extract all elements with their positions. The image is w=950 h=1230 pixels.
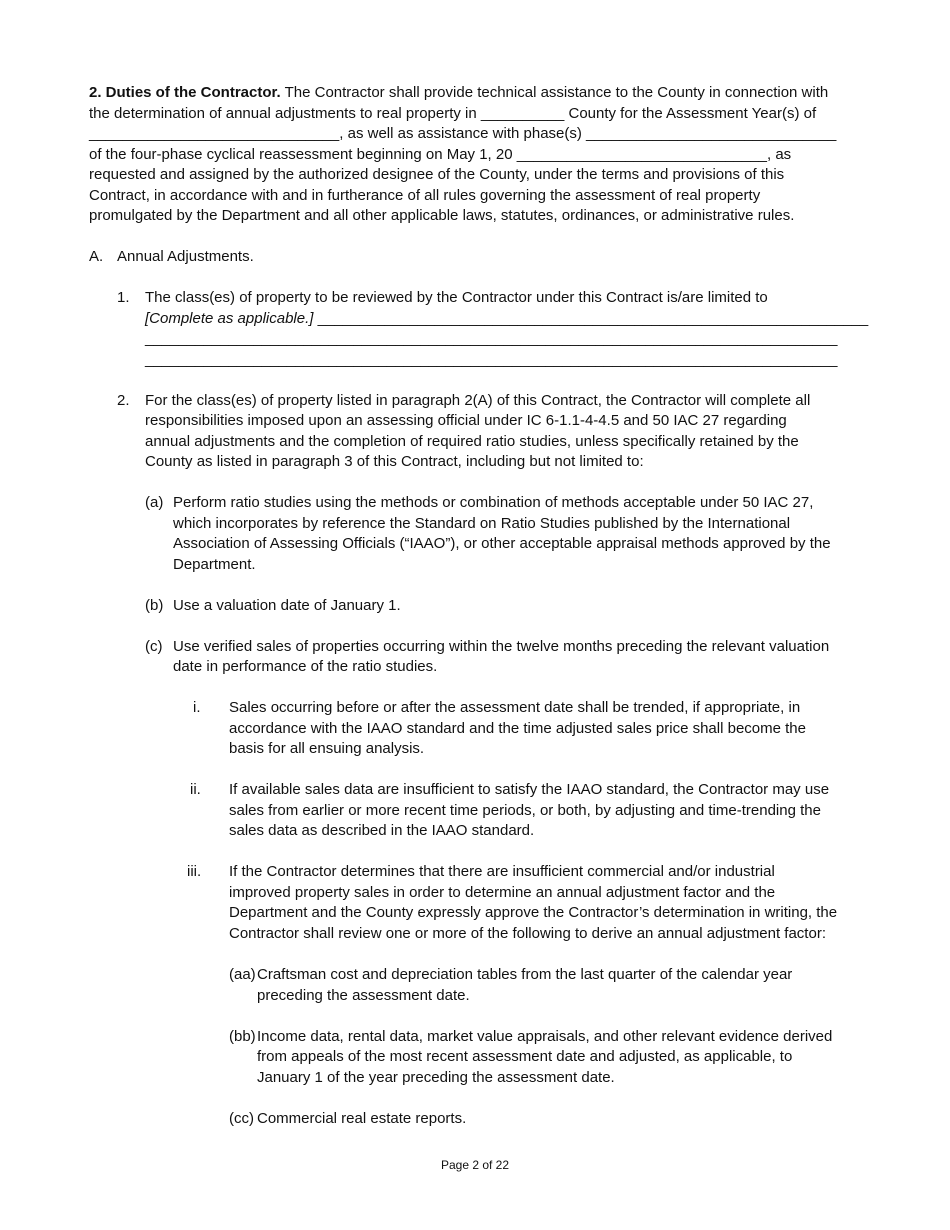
sub-a-line-4: Department. — [173, 556, 256, 573]
roman-i-line-1: Sales occurring before or after the assessment date shall be trended, if appropriate, in — [229, 699, 801, 716]
sub-bb-line-1: Income data, rental data, market value appraisals, and other relevant evidence derived — [257, 1028, 833, 1045]
section-a-marker: A. — [89, 248, 104, 265]
roman-iii-marker: iii. — [187, 863, 202, 880]
section-2-line-4: of the four-phase cyclical reassessment beginning on May 1, 20 ______________________________, as — [89, 146, 792, 163]
roman-ii-line-1: If available sales data are insufficient to satisfy the IAAO standard, the Contractor may use — [229, 781, 830, 798]
sub-b-line-1: Use a valuation date of January 1. — [173, 597, 401, 614]
roman-i-line-3: basis for all ensuing analysis. — [229, 740, 425, 757]
sub-bb-marker: (bb) — [229, 1028, 256, 1045]
sub-c-marker: (c) — [145, 638, 163, 655]
item-1-line-2 — [145, 309, 868, 329]
sub-aa-marker: (aa) — [229, 966, 256, 983]
roman-i-line-2: accordance with the IAAO standard and the time adjusted sales price shall become the — [229, 720, 806, 737]
item-2-line-1: For the class(es) of property listed in paragraph 2(A) of this Contract, the Contractor will complete all — [145, 392, 811, 409]
roman-ii-marker: ii. — [190, 781, 201, 798]
roman-iii-line-4: Contractor shall review one or more of the following to derive an annual adjustment factor: — [229, 925, 826, 942]
section-2-line-1: 2. Duties of the Contractor. The Contractor shall provide technical assistance to the County in connection with — [89, 84, 829, 101]
sub-cc-line-1: Commercial real estate reports. — [257, 1110, 467, 1127]
item-1-blank-line-2: ___________________________________________________________________________________ — [145, 330, 838, 347]
roman-iii-line-3: Department and the County expressly approve the Contractor’s determination in writing, the — [229, 904, 838, 921]
item-2-line-2: responsibilities imposed upon an assessing official under IC 6-1.1-4-4.5 and 50 IAC 27 regarding — [145, 412, 787, 429]
section-2-line-6: Contract, in accordance with and in furtherance of all rules governing the assessment of real property — [89, 187, 761, 204]
sub-bb-line-3: January 1 of the year preceding the assessment date. — [257, 1069, 615, 1086]
section-2-heading: 2. Duties of the Contractor. — [89, 84, 281, 101]
sub-aa-line-1: Craftsman cost and depreciation tables from the last quarter of the calendar year — [257, 966, 793, 983]
roman-iii-line-1: If the Contractor determines that there are insufficient commercial and/or industrial — [229, 863, 775, 880]
roman-ii-line-3: sales data as described in the IAAO standard. — [229, 822, 535, 839]
sub-bb-line-2: from appeals of the most recent assessment date and adjusted, as applicable, to — [257, 1048, 793, 1065]
item-2-marker: 2. — [117, 392, 130, 409]
sub-aa-line-2: preceding the assessment date. — [257, 987, 470, 1004]
sub-cc-marker: (cc) — [229, 1110, 254, 1127]
sub-b-marker: (b) — [145, 597, 164, 614]
item-1-line-1: The class(es) of property to be reviewed by the Contractor under this Contract is/are limited to — [145, 289, 768, 306]
item-1-instruction: [Complete as applicable.] — [145, 310, 314, 327]
section-2-line-3: ______________________________, as well as assistance with phase(s) ______________________________ — [89, 125, 837, 142]
sub-c-line-2: date in performance of the ratio studies. — [173, 658, 438, 675]
sub-a-line-3: Association of Assessing Officials (“IAAO”), or other acceptable appraisal methods approved by the — [173, 535, 831, 552]
section-a-title: Annual Adjustments. — [117, 248, 254, 265]
item-2-line-3: annual adjustments and the completion of required ratio studies, unless specifically retained by the — [145, 433, 799, 450]
item-1-blank-line-3: ___________________________________________________________________________________ — [145, 351, 838, 368]
section-2-line-7: promulgated by the Department and all other applicable laws, statutes, ordinances, or administrative rules. — [89, 207, 795, 224]
roman-ii-line-2: sales from earlier or more recent time periods, or both, by adjusting and time-trending the — [229, 802, 821, 819]
page-number: Page 2 of 22 — [440, 1158, 510, 1172]
roman-iii-line-2: improved property sales in order to determine an annual adjustment factor and the — [229, 884, 776, 901]
roman-i-marker: i. — [193, 699, 201, 716]
section-2-line-2: the determination of annual adjustments to real property in __________ County for the Assessment Year(s) of — [89, 105, 817, 122]
item-1-blank: __________________________________________________________________ — [317, 310, 869, 327]
item-1-marker: 1. — [117, 289, 130, 306]
sub-a-line-2: which incorporates by reference the Standard on Ratio Studies published by the International — [173, 515, 791, 532]
sub-a-marker: (a) — [145, 494, 164, 511]
item-2-line-4: County as listed in paragraph 3 of this Contract, including but not limited to: — [145, 453, 644, 470]
sub-c-line-1: Use verified sales of properties occurring within the twelve months preceding the relevant valuation — [173, 638, 830, 655]
section-2-line-5: requested and assigned by the authorized designee of the County, under the terms and provisions of this — [89, 166, 785, 183]
sub-a-line-1: Perform ratio studies using the methods or combination of methods acceptable under 50 IAC 27, — [173, 494, 814, 511]
